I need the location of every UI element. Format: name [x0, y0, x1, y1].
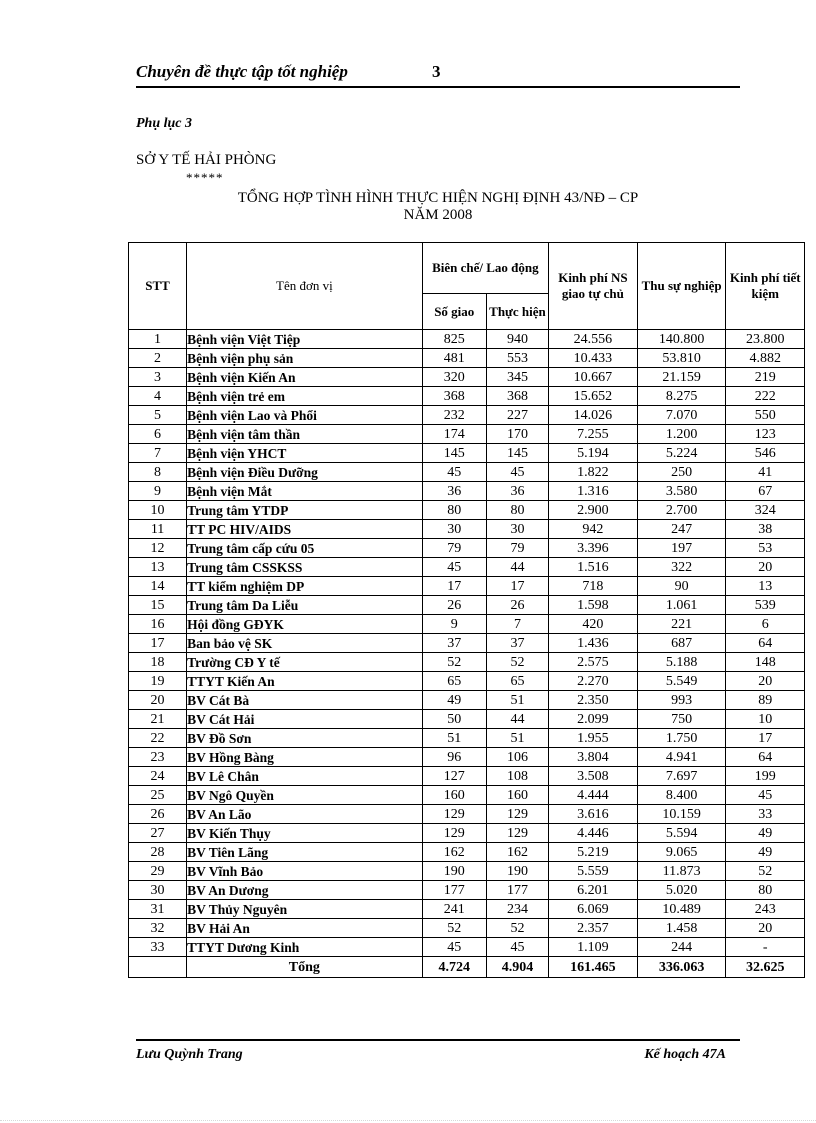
cell-budget: 5.219 [549, 843, 638, 862]
table-row [129, 558, 805, 577]
cell-budget: 2.350 [549, 691, 638, 710]
cell-revenue: 993 [637, 691, 726, 710]
cell-stt: 16 [129, 615, 187, 634]
cell-savings: 38 [726, 520, 805, 539]
cell-assigned: 160 [422, 786, 486, 805]
cell-actual: 52 [486, 653, 548, 672]
cell-budget: 3.508 [549, 767, 638, 786]
total-row [129, 957, 805, 978]
cell-actual: 45 [486, 463, 548, 482]
cell-actual: 79 [486, 539, 548, 558]
cell-budget: 6.201 [549, 881, 638, 900]
cell-budget: 2.900 [549, 501, 638, 520]
cell-stt: 23 [129, 748, 187, 767]
cell-assigned: 481 [422, 349, 486, 368]
appendix-label: Phụ lục 3 [136, 116, 193, 131]
cell-stt: 7 [129, 444, 187, 463]
cell-budget: 5.194 [549, 444, 638, 463]
table-row [129, 843, 805, 862]
cell-revenue: 1.750 [637, 729, 726, 748]
bottom-dotted-line [0, 1120, 816, 1121]
cell-revenue: 244 [637, 938, 726, 957]
total-revenue: 336.063 [637, 957, 726, 978]
table-row [129, 368, 805, 387]
cell-revenue: 1.200 [637, 425, 726, 444]
header-savings: Kinh phí tiết kiệm [726, 243, 805, 330]
cell-revenue: 250 [637, 463, 726, 482]
header-budget: Kinh phí NS giao tự chủ [549, 243, 638, 330]
cell-name: BV Vĩnh Bảo [187, 862, 423, 881]
cell-assigned: 174 [422, 425, 486, 444]
cell-stt: 2 [129, 349, 187, 368]
cell-revenue: 5.549 [637, 672, 726, 691]
header-stt: STT [129, 243, 187, 330]
table-row [129, 539, 805, 558]
table-row [129, 710, 805, 729]
cell-budget: 420 [549, 615, 638, 634]
cell-name: Trung tâm Da Liễu [187, 596, 423, 615]
cell-assigned: 51 [422, 729, 486, 748]
cell-name: BV An Lão [187, 805, 423, 824]
cell-savings: 53 [726, 539, 805, 558]
table-row [129, 786, 805, 805]
cell-stt: 26 [129, 805, 187, 824]
cell-actual: 26 [486, 596, 548, 615]
cell-revenue: 322 [637, 558, 726, 577]
cell-stt: 6 [129, 425, 187, 444]
cell-revenue: 140.800 [637, 330, 726, 349]
table-row [129, 919, 805, 938]
table-row [129, 748, 805, 767]
table-row [129, 444, 805, 463]
cell-assigned: 65 [422, 672, 486, 691]
cell-stt: 21 [129, 710, 187, 729]
cell-name: BV Thủy Nguyên [187, 900, 423, 919]
page-header [136, 60, 740, 88]
cell-actual: 170 [486, 425, 548, 444]
cell-actual: 30 [486, 520, 548, 539]
cell-actual: 44 [486, 558, 548, 577]
cell-budget: 3.616 [549, 805, 638, 824]
table-row [129, 615, 805, 634]
cell-revenue: 1.458 [637, 919, 726, 938]
cell-name: BV Lê Chân [187, 767, 423, 786]
cell-savings: 89 [726, 691, 805, 710]
cell-savings: 41 [726, 463, 805, 482]
cell-assigned: 129 [422, 824, 486, 843]
cell-actual: 7 [486, 615, 548, 634]
cell-savings: 219 [726, 368, 805, 387]
cell-name: Trung tâm YTDP [187, 501, 423, 520]
header-staff-group: Biên chế/ Lao động [422, 243, 548, 294]
cell-actual: 51 [486, 729, 548, 748]
cell-stt: 3 [129, 368, 187, 387]
cell-revenue: 247 [637, 520, 726, 539]
cell-stt: 20 [129, 691, 187, 710]
report-year: NĂM 2008 [403, 207, 473, 223]
cell-savings: 45 [726, 786, 805, 805]
cell-actual: 129 [486, 824, 548, 843]
cell-budget: 1.516 [549, 558, 638, 577]
cell-stt: 17 [129, 634, 187, 653]
cell-revenue: 21.159 [637, 368, 726, 387]
cell-savings: 4.882 [726, 349, 805, 368]
cell-stt: 8 [129, 463, 187, 482]
cell-actual: 227 [486, 406, 548, 425]
cell-assigned: 37 [422, 634, 486, 653]
table-row [129, 729, 805, 748]
cell-name: BV Tiên Lãng [187, 843, 423, 862]
cell-revenue: 5.224 [637, 444, 726, 463]
cell-assigned: 177 [422, 881, 486, 900]
cell-assigned: 52 [422, 919, 486, 938]
cell-name: BV Hải An [187, 919, 423, 938]
table-row [129, 520, 805, 539]
cell-budget: 4.444 [549, 786, 638, 805]
table-row [129, 406, 805, 425]
cell-actual: 51 [486, 691, 548, 710]
table-row [129, 463, 805, 482]
total-assigned: 4.724 [422, 957, 486, 978]
cell-budget: 1.955 [549, 729, 638, 748]
cell-savings: 23.800 [726, 330, 805, 349]
footer-author: Lưu Quỳnh Trang [136, 1047, 243, 1062]
cell-stt: 10 [129, 501, 187, 520]
cell-stt: 12 [129, 539, 187, 558]
cell-name: Trung tâm cấp cứu 05 [187, 539, 423, 558]
cell-name: Bệnh viện Mắt [187, 482, 423, 501]
cell-savings: 199 [726, 767, 805, 786]
table-row [129, 862, 805, 881]
cell-stt: 5 [129, 406, 187, 425]
cell-budget: 3.804 [549, 748, 638, 767]
cell-revenue: 2.700 [637, 501, 726, 520]
page-number: 3 [432, 62, 441, 81]
cell-actual: 160 [486, 786, 548, 805]
cell-name: Bệnh viện tâm thần [187, 425, 423, 444]
cell-savings: 17 [726, 729, 805, 748]
table-body [129, 330, 805, 978]
table-row [129, 767, 805, 786]
cell-stt: 19 [129, 672, 187, 691]
cell-assigned: 825 [422, 330, 486, 349]
cell-revenue: 687 [637, 634, 726, 653]
total-budget: 161.465 [549, 957, 638, 978]
cell-assigned: 162 [422, 843, 486, 862]
cell-name: Bệnh viện YHCT [187, 444, 423, 463]
cell-savings: 13 [726, 577, 805, 596]
cell-name: BV An Dương [187, 881, 423, 900]
cell-budget: 15.652 [549, 387, 638, 406]
cell-name: TT kiểm nghiệm DP [187, 577, 423, 596]
cell-stt: 33 [129, 938, 187, 957]
cell-assigned: 320 [422, 368, 486, 387]
cell-savings: 33 [726, 805, 805, 824]
cell-stt: 25 [129, 786, 187, 805]
table-row [129, 653, 805, 672]
cell-savings: 52 [726, 862, 805, 881]
cell-stt: 32 [129, 919, 187, 938]
cell-revenue: 1.061 [637, 596, 726, 615]
report-title: TỔNG HỢP TÌNH HÌNH THỰC HIỆN NGHỊ ĐỊNH 43/NĐ – CP [237, 190, 639, 206]
cell-budget: 1.316 [549, 482, 638, 501]
cell-stt: 22 [129, 729, 187, 748]
cell-budget: 10.433 [549, 349, 638, 368]
cell-stt: 13 [129, 558, 187, 577]
table-row [129, 387, 805, 406]
cell-savings: 243 [726, 900, 805, 919]
cell-revenue: 221 [637, 615, 726, 634]
cell-savings: 123 [726, 425, 805, 444]
cell-budget: 1.109 [549, 938, 638, 957]
cell-revenue: 8.275 [637, 387, 726, 406]
cell-name: BV Hồng Bàng [187, 748, 423, 767]
cell-assigned: 45 [422, 463, 486, 482]
cell-name: TTYT Kiến An [187, 672, 423, 691]
cell-assigned: 241 [422, 900, 486, 919]
cell-stt: 18 [129, 653, 187, 672]
cell-actual: 108 [486, 767, 548, 786]
total-savings: 32.625 [726, 957, 805, 978]
table-row [129, 824, 805, 843]
cell-actual: 234 [486, 900, 548, 919]
cell-actual: 162 [486, 843, 548, 862]
table-row [129, 330, 805, 349]
document-title: Chuyên đề thực tập tốt nghiệp [136, 62, 348, 81]
cell-name: Trường CĐ Y tế [187, 653, 423, 672]
cell-actual: 190 [486, 862, 548, 881]
cell-savings: 10 [726, 710, 805, 729]
organization-name: SỞ Y TẾ HẢI PHÒNG [136, 152, 277, 168]
cell-assigned: 80 [422, 501, 486, 520]
cell-stt: 15 [129, 596, 187, 615]
cell-actual: 106 [486, 748, 548, 767]
cell-savings: 80 [726, 881, 805, 900]
cell-name: Trung tâm CSSKSS [187, 558, 423, 577]
cell-stt: 11 [129, 520, 187, 539]
cell-assigned: 145 [422, 444, 486, 463]
cell-revenue: 53.810 [637, 349, 726, 368]
total-label: Tổng [187, 957, 423, 978]
cell-assigned: 52 [422, 653, 486, 672]
cell-name: Hội đồng GĐYK [187, 615, 423, 634]
cell-budget: 2.357 [549, 919, 638, 938]
cell-name: BV Cát Hải [187, 710, 423, 729]
cell-budget: 1.822 [549, 463, 638, 482]
cell-revenue: 9.065 [637, 843, 726, 862]
table-row [129, 425, 805, 444]
cell-assigned: 9 [422, 615, 486, 634]
cell-savings: 20 [726, 919, 805, 938]
cell-stt: 28 [129, 843, 187, 862]
cell-savings: 539 [726, 596, 805, 615]
cell-actual: 36 [486, 482, 548, 501]
cell-revenue: 10.159 [637, 805, 726, 824]
table-row [129, 577, 805, 596]
cell-stt: 1 [129, 330, 187, 349]
cell-actual: 177 [486, 881, 548, 900]
cell-actual: 129 [486, 805, 548, 824]
header-name: Tên đơn vị [187, 243, 423, 330]
total-stt-empty [129, 957, 187, 978]
footer-class: Kế hoạch 47A [644, 1047, 726, 1062]
cell-assigned: 232 [422, 406, 486, 425]
cell-stt: 14 [129, 577, 187, 596]
cell-assigned: 45 [422, 938, 486, 957]
cell-budget: 1.598 [549, 596, 638, 615]
header-actual: Thực hiện [486, 294, 548, 330]
cell-budget: 7.255 [549, 425, 638, 444]
cell-budget: 718 [549, 577, 638, 596]
cell-revenue: 5.020 [637, 881, 726, 900]
table-row [129, 900, 805, 919]
cell-assigned: 36 [422, 482, 486, 501]
table-row [129, 691, 805, 710]
table-row [129, 805, 805, 824]
cell-name: BV Kiến Thụy [187, 824, 423, 843]
cell-actual: 553 [486, 349, 548, 368]
cell-savings: 49 [726, 843, 805, 862]
cell-name: Ban bảo vệ SK [187, 634, 423, 653]
cell-actual: 65 [486, 672, 548, 691]
cell-budget: 10.667 [549, 368, 638, 387]
cell-savings: - [726, 938, 805, 957]
cell-budget: 1.436 [549, 634, 638, 653]
cell-actual: 45 [486, 938, 548, 957]
cell-assigned: 368 [422, 387, 486, 406]
cell-name: TT PC HIV/AIDS [187, 520, 423, 539]
cell-revenue: 90 [637, 577, 726, 596]
cell-assigned: 26 [422, 596, 486, 615]
cell-savings: 324 [726, 501, 805, 520]
table-row [129, 634, 805, 653]
total-actual: 4.904 [486, 957, 548, 978]
cell-savings: 64 [726, 748, 805, 767]
cell-budget: 4.446 [549, 824, 638, 843]
table-row [129, 672, 805, 691]
cell-revenue: 7.697 [637, 767, 726, 786]
cell-stt: 24 [129, 767, 187, 786]
cell-revenue: 3.580 [637, 482, 726, 501]
cell-stt: 30 [129, 881, 187, 900]
cell-budget: 6.069 [549, 900, 638, 919]
table-row [129, 596, 805, 615]
cell-stt: 9 [129, 482, 187, 501]
cell-name: Bệnh viện Việt Tiệp [187, 330, 423, 349]
cell-assigned: 30 [422, 520, 486, 539]
cell-name: Bệnh viện trẻ em [187, 387, 423, 406]
cell-assigned: 17 [422, 577, 486, 596]
table-row [129, 349, 805, 368]
cell-assigned: 129 [422, 805, 486, 824]
cell-savings: 20 [726, 558, 805, 577]
cell-name: Bệnh viện Điều Dưỡng [187, 463, 423, 482]
cell-savings: 6 [726, 615, 805, 634]
cell-savings: 550 [726, 406, 805, 425]
cell-revenue: 197 [637, 539, 726, 558]
cell-actual: 145 [486, 444, 548, 463]
cell-name: TTYT Dương Kinh [187, 938, 423, 957]
cell-actual: 52 [486, 919, 548, 938]
cell-assigned: 45 [422, 558, 486, 577]
cell-stt: 31 [129, 900, 187, 919]
cell-savings: 20 [726, 672, 805, 691]
cell-name: BV Ngô Quyền [187, 786, 423, 805]
cell-name: Bệnh viện Lao và Phổi [187, 406, 423, 425]
cell-name: Bệnh viện Kiến An [187, 368, 423, 387]
cell-revenue: 4.941 [637, 748, 726, 767]
table-row [129, 938, 805, 957]
cell-savings: 67 [726, 482, 805, 501]
cell-actual: 345 [486, 368, 548, 387]
cell-name: Bệnh viện phụ sản [187, 349, 423, 368]
cell-revenue: 5.188 [637, 653, 726, 672]
cell-assigned: 96 [422, 748, 486, 767]
cell-savings: 148 [726, 653, 805, 672]
cell-budget: 5.559 [549, 862, 638, 881]
cell-savings: 222 [726, 387, 805, 406]
cell-revenue: 5.594 [637, 824, 726, 843]
cell-revenue: 10.489 [637, 900, 726, 919]
cell-name: BV Cát Bà [187, 691, 423, 710]
cell-savings: 64 [726, 634, 805, 653]
cell-actual: 17 [486, 577, 548, 596]
cell-assigned: 190 [422, 862, 486, 881]
stars-divider: ***** [186, 170, 224, 185]
header-assigned: Số giao [422, 294, 486, 330]
cell-budget: 3.396 [549, 539, 638, 558]
cell-actual: 368 [486, 387, 548, 406]
cell-assigned: 79 [422, 539, 486, 558]
cell-actual: 44 [486, 710, 548, 729]
summary-table [128, 242, 805, 978]
table-row [129, 482, 805, 501]
cell-assigned: 50 [422, 710, 486, 729]
cell-budget: 942 [549, 520, 638, 539]
page-footer [136, 1039, 740, 1065]
cell-assigned: 49 [422, 691, 486, 710]
cell-budget: 24.556 [549, 330, 638, 349]
cell-savings: 546 [726, 444, 805, 463]
cell-revenue: 7.070 [637, 406, 726, 425]
cell-budget: 14.026 [549, 406, 638, 425]
cell-budget: 2.270 [549, 672, 638, 691]
cell-actual: 37 [486, 634, 548, 653]
cell-assigned: 127 [422, 767, 486, 786]
cell-budget: 2.099 [549, 710, 638, 729]
cell-revenue: 8.400 [637, 786, 726, 805]
header-revenue: Thu sự nghiệp [637, 243, 726, 330]
cell-budget: 2.575 [549, 653, 638, 672]
cell-stt: 27 [129, 824, 187, 843]
table-row [129, 881, 805, 900]
cell-stt: 4 [129, 387, 187, 406]
cell-revenue: 750 [637, 710, 726, 729]
table-row [129, 501, 805, 520]
cell-stt: 29 [129, 862, 187, 881]
cell-actual: 940 [486, 330, 548, 349]
cell-savings: 49 [726, 824, 805, 843]
cell-revenue: 11.873 [637, 862, 726, 881]
cell-name: BV Đồ Sơn [187, 729, 423, 748]
cell-actual: 80 [486, 501, 548, 520]
